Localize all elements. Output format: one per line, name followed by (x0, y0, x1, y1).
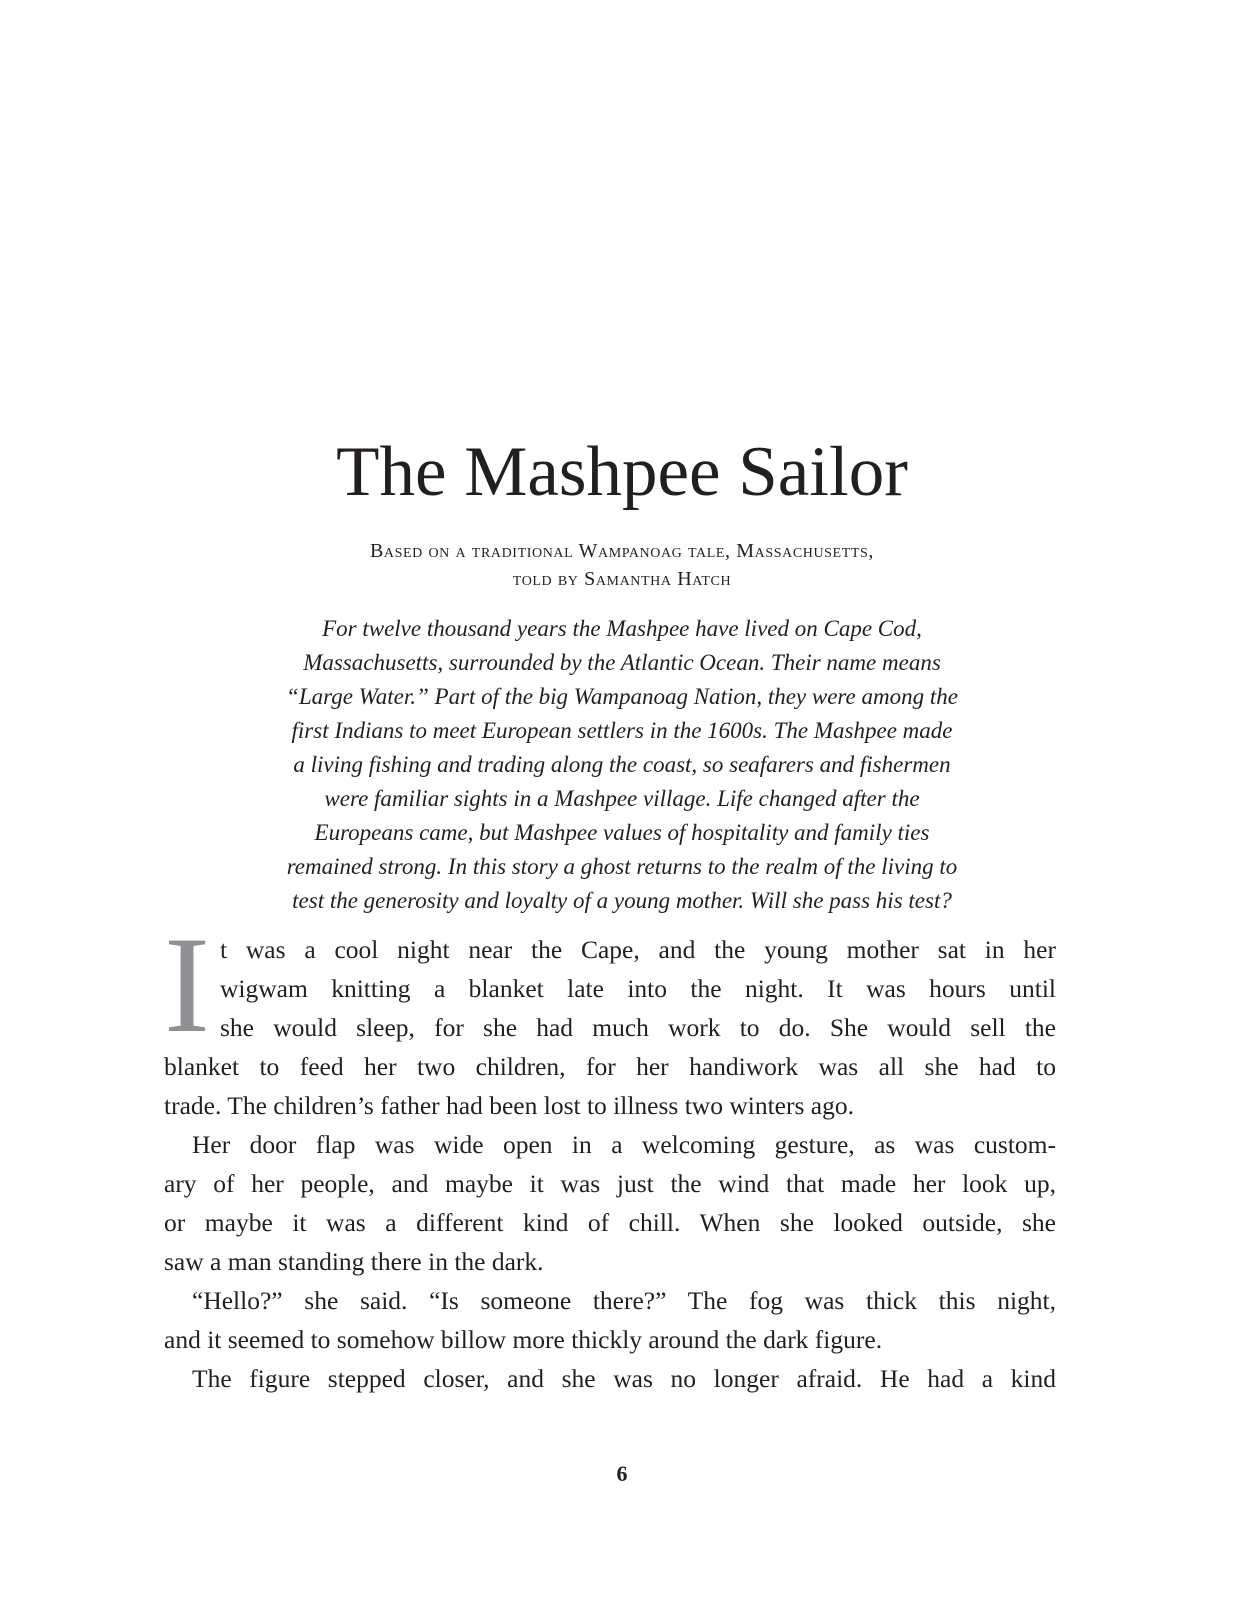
body-line: blanket to feed her two children, for her handiwork was all she had to (164, 1052, 1056, 1081)
body-line: wigwam knitting a blanket late into the night. It was hours until (220, 974, 1056, 1003)
byline-line-2: told by Samantha Hatch (512, 568, 732, 590)
drop-cap: I (164, 908, 210, 1061)
story-byline (0, 537, 1244, 593)
intro-line: first Indians to meet European settlers in the 1600s. The Mashpee made (291, 718, 953, 743)
intro-line: “Large Water.” Part of the big Wampanoag Nation, they were among the (286, 684, 958, 709)
intro-line: remained strong. In this story a ghost returns to the realm of the living to (286, 854, 958, 879)
story-body (164, 908, 1056, 1398)
intro-line: Europeans came, but Mashpee values of hospitality and family ties (314, 820, 930, 845)
body-line: The figure stepped closer, and she was no longer afraid. He had a kind (192, 1364, 1056, 1393)
body-line: ary of her people, and maybe it was just the wind that made her look up, (164, 1169, 1056, 1198)
byline-line-1: Based on a traditional Wampanoag tale, Massachusetts, (369, 540, 875, 562)
body-line: she would sleep, for she had much work to do. She would sell the (220, 1013, 1056, 1042)
intro-line: For twelve thousand years the Mashpee have lived on Cape Cod, (322, 616, 922, 641)
intro-line: test the generosity and loyalty of a young mother. Will she pass his test? (292, 888, 952, 913)
page-number: 6 (616, 1461, 628, 1486)
body-line: “Hello?” she said. “Is someone there?” The fog was thick this night, (192, 1286, 1056, 1315)
body-line: saw a man standing there in the dark. (164, 1247, 544, 1276)
intro-line: a living fishing and trading along the coast, so seafarers and fishermen (293, 752, 951, 777)
body-line: trade. The children’s father had been lost to illness two winters ago. (164, 1091, 854, 1120)
story-introduction (184, 612, 1060, 918)
body-line: or maybe it was a different kind of chill. When she looked outside, she (164, 1208, 1056, 1237)
body-line: and it seemed to somehow billow more thickly around the dark figure. (164, 1325, 883, 1354)
intro-line: Massachusetts, surrounded by the Atlantic Ocean. Their name means (303, 650, 941, 675)
intro-line: were familiar sights in a Mashpee village. Life changed after the (324, 786, 920, 811)
body-line: Her door flap was wide open in a welcoming gesture, as was custom- (192, 1130, 1056, 1159)
body-line: t was a cool night near the Cape, and the young mother sat in her (220, 935, 1056, 964)
story-title: The Mashpee Sailor (336, 433, 908, 511)
